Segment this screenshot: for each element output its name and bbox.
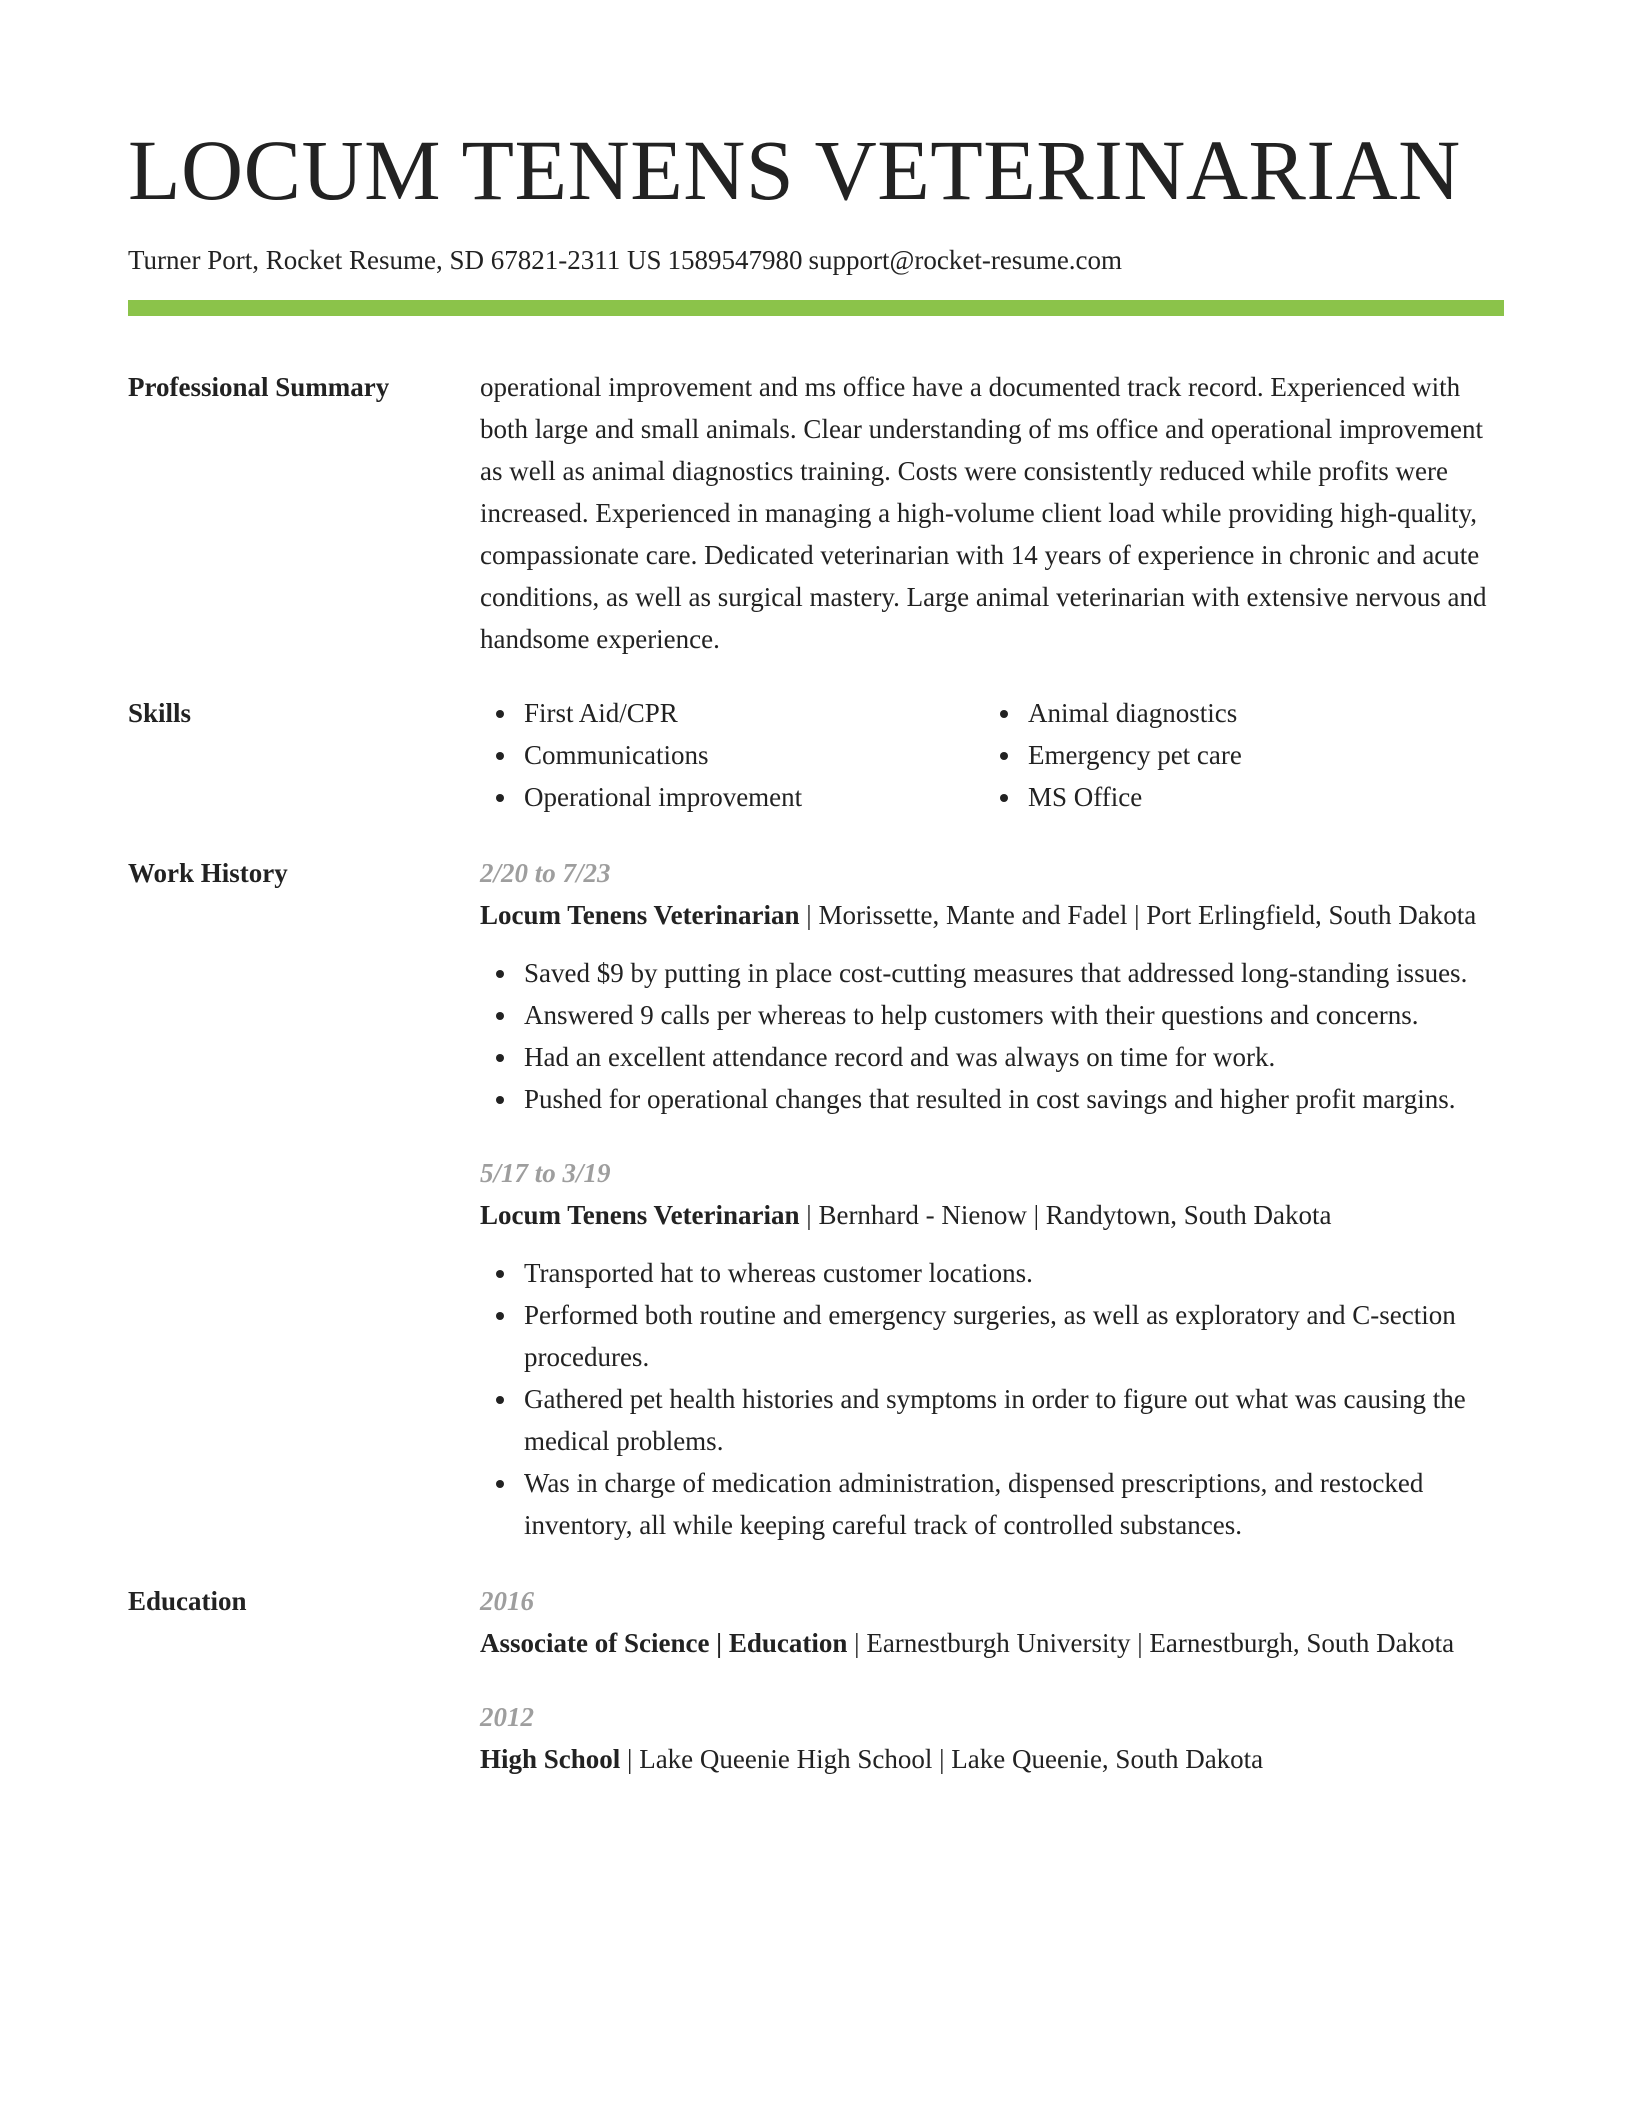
contact-address: Turner Port, Rocket Resume, SD 67821-2311 US — [128, 245, 662, 275]
section-work-history — [128, 818, 1504, 1546]
work-entry-bullets — [480, 952, 1504, 1120]
work-entry-date: 5/17 to 3/19 — [480, 1158, 611, 1188]
work-bullet: Transported hat to whereas customer locations. — [480, 1252, 1504, 1294]
work-entry-bullets — [480, 1252, 1504, 1546]
education-details: | Earnestburgh University | Earnestburgh, South Dakota — [847, 1628, 1455, 1658]
section-summary — [128, 316, 1504, 660]
section-skills — [128, 660, 1504, 818]
work-entry-details: | Bernhard - Nienow | Randytown, South Dakota — [799, 1200, 1332, 1230]
contact-line — [128, 242, 1504, 278]
work-bullet: Performed both routine and emergency surgeries, as well as exploratory and C-section procedures. — [480, 1294, 1504, 1378]
work-bullet: Gathered pet health histories and symptoms in order to figure out what was causing the medical problems. — [480, 1378, 1504, 1462]
skill-item: Operational improvement — [480, 776, 984, 818]
work-bullet: Was in charge of medication administration, dispensed prescriptions, and restocked inventory, all while keeping careful track of controlled substances. — [480, 1462, 1504, 1546]
skill-item: Animal diagnostics — [984, 692, 1504, 734]
section-label-skills: Skills — [128, 698, 192, 728]
work-entry-heading — [480, 894, 1504, 936]
education-entry-heading — [480, 1622, 1504, 1664]
section-label-summary: Professional Summary — [128, 372, 390, 402]
work-bullet: Pushed for operational changes that resulted in cost savings and higher profit margins. — [480, 1078, 1504, 1120]
education-body — [480, 1580, 1504, 1780]
section-label-work: Work History — [128, 858, 288, 888]
education-details: | Lake Queenie High School | Lake Queenie, South Dakota — [620, 1744, 1264, 1774]
work-bullet: Saved $9 by putting in place cost-cutting measures that addressed long-standing issues. — [480, 952, 1504, 994]
summary-body — [480, 366, 1504, 660]
accent-divider — [128, 300, 1504, 316]
resume-page — [128, 0, 1504, 1780]
section-label-education: Education — [128, 1586, 247, 1616]
contact-phone: 1589547980 — [667, 245, 803, 275]
work-entry — [480, 1152, 1504, 1546]
education-degree: Associate of Science | Education — [480, 1628, 848, 1658]
contact-email: support@rocket-resume.com — [808, 245, 1123, 275]
work-entry-date: 2/20 to 7/23 — [480, 858, 611, 888]
skill-item: MS Office — [984, 776, 1504, 818]
education-entry — [480, 1696, 1504, 1780]
work-entry-heading — [480, 1194, 1504, 1236]
education-entry-heading — [480, 1738, 1504, 1780]
work-entry-title: Locum Tenens Veterinarian — [480, 900, 800, 930]
work-body — [480, 852, 1504, 1546]
education-entry — [480, 1580, 1504, 1664]
work-entry-title: Locum Tenens Veterinarian — [480, 1200, 800, 1230]
education-entry-date: 2012 — [480, 1702, 534, 1732]
skills-list — [480, 692, 1504, 818]
summary-text: operational improvement and ms office have a documented track record. Experienced with both large and small animals. Clear understanding of ms office and operational improvement as well as animal diagnostics training. Costs were consistently reduced while profits were increased. Experienced in managing a high-volume client load while providing high-quality, compassionate care. Dedicated veterinarian with 14 years of experience in chronic and acute conditions, as well as surgical mastery. Large animal veterinarian with extensive nervous and handsome experience. — [480, 372, 1487, 654]
work-bullet: Answered 9 calls per whereas to help customers with their questions and concerns. — [480, 994, 1504, 1036]
work-bullet: Had an excellent attendance record and was always on time for work. — [480, 1036, 1504, 1078]
work-entry — [480, 852, 1504, 1120]
education-entry-date: 2016 — [480, 1586, 534, 1616]
skills-body — [480, 692, 1504, 818]
section-education — [128, 1546, 1504, 1780]
skill-item: Communications — [480, 734, 984, 776]
work-entry-details: | Morissette, Mante and Fadel | Port Erlingfield, South Dakota — [799, 900, 1477, 930]
skill-item: First Aid/CPR — [480, 692, 984, 734]
skill-item: Emergency pet care — [984, 734, 1504, 776]
education-degree: High School — [480, 1744, 621, 1774]
resume-title: LOCUM TENENS VETERINARIAN — [128, 122, 1461, 218]
